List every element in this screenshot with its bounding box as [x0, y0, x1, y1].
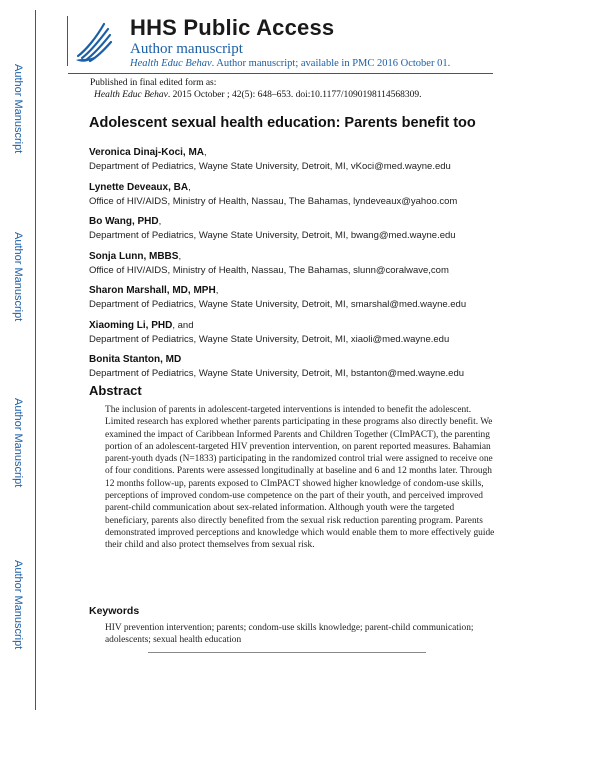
author-manuscript-side-label: Author Manuscript: [12, 64, 24, 154]
author-affiliation: Department of Pediatrics, Wayne State University, Detroit, MI, bwang@med.wayne.edu: [89, 230, 456, 241]
author-separator: ,: [215, 285, 219, 296]
footer-divider: [148, 652, 426, 653]
keywords-heading: Keywords: [89, 605, 140, 617]
author-manuscript-side-label: Author Manuscript: [12, 232, 24, 322]
author-entry: [89, 211, 589, 246]
hhs-public-access-title: HHS Public Access: [130, 15, 335, 40]
author-affiliation: Department of Pediatrics, Wayne State University, Detroit, MI, bstanton@med.wayne.edu: [89, 368, 465, 379]
publication-volume-doi: . 2015 October ; 42(5): 648–653. doi:10.1177/1090198114568309.: [167, 90, 422, 100]
author-name: Bonita Stanton, MD: [89, 354, 182, 365]
author-name: Veronica Dinaj-Koci, MA: [89, 147, 205, 158]
author-manuscript-side-label: Author Manuscript: [12, 560, 24, 650]
author-name: Xiaoming Li, PHD: [89, 319, 173, 331]
author-entry: [89, 142, 589, 177]
author-name: Lynette Deveaux, BA: [89, 181, 189, 193]
author-manuscript-side-label: Author Manuscript: [12, 398, 24, 488]
header-rule: [68, 73, 493, 74]
author-separator: ,: [158, 216, 162, 227]
paper-title: Adolescent sexual health education: Parents benefit too: [89, 115, 476, 131]
author-entry: [89, 349, 589, 384]
author-separator: ,: [178, 250, 182, 262]
abstract-text: The inclusion of parents in adolescent-targeted interventions is intended to benefit the adolescent. Limited research has explored whether parents participating in these programs also directly benefit. We examined the impact of Caribbean Informed Parents and Children Together (CImPACT), the parenting portion of an adolescent-targeted HIV prevention intervention, on parent reported measures. Bahamian parent-youth dyads (N=1833) participating in the randomized control trial were assigned to receive one of four conditions. Parents were assessed longitudinally at baseline and 6 and 12 months later. Through 12 months follow-up, parents exposed to CImPACT showed higher knowledge of condom-use skills, perceptions of improved condom-use competence on the part of their youth, and perceived improved parent-child communication about sex-related information. Although youth were the targeted beneficiary, parents also directly benefited from the sexual risk reduction parenting program. Parents demonstrated improved perceptions and knowledge which would enable them to more effectively guide their child and also protect themselves from sexual risk.: [105, 405, 495, 551]
author-separator: ,: [188, 181, 191, 193]
keywords-text: HIV prevention intervention; parents; condom-use skills knowledge; parent-child communication; adolescents; sexual health education: [105, 623, 474, 646]
citation-availability: . Author manuscript; available in PMC 2016 October 01.: [211, 58, 451, 69]
author-entry: [89, 280, 589, 315]
author-separator: , and: [172, 319, 194, 331]
author-separator: ,: [204, 147, 207, 158]
author-affiliation: Office of HIV/AIDS, Ministry of Health, Nassau, The Bahamas, slunn@coralwave,com: [89, 264, 449, 276]
publication-journal: Health Educ Behav: [94, 90, 168, 100]
manuscript-citation: [130, 58, 450, 69]
author-affiliation: Department of Pediatrics, Wayne State University, Detroit, MI, xiaoli@med.wayne.edu: [89, 333, 450, 345]
author-affiliation: Office of HIV/AIDS, Ministry of Health, Nassau, The Bahamas, lyndeveaux@yahoo.com: [89, 195, 458, 207]
author-entry: [89, 315, 589, 350]
author-list: [89, 142, 589, 384]
author-entry: [89, 246, 589, 281]
author-affiliation: Department of Pediatrics, Wayne State University, Detroit, MI, vKoci@med.wayne.edu: [89, 161, 451, 172]
author-name: Sonja Lunn, MBBS: [89, 250, 179, 262]
abstract-heading: Abstract: [89, 383, 142, 398]
publication-details: [94, 90, 422, 100]
journal-name: Health Educ Behav: [130, 58, 212, 69]
hhs-eagle-logo-icon: [67, 16, 116, 66]
author-name: Sharon Marshall, MD, MPH: [89, 285, 216, 296]
margin-divider: [35, 10, 36, 710]
author-affiliation: Department of Pediatrics, Wayne State University, Detroit, MI, smarshal@med.wayne.edu: [89, 299, 467, 310]
author-entry: [89, 177, 589, 212]
author-manuscript-subtitle: Author manuscript: [130, 41, 243, 57]
published-form-label: Published in final edited form as:: [90, 78, 217, 88]
author-name: Bo Wang, PHD: [89, 216, 159, 227]
